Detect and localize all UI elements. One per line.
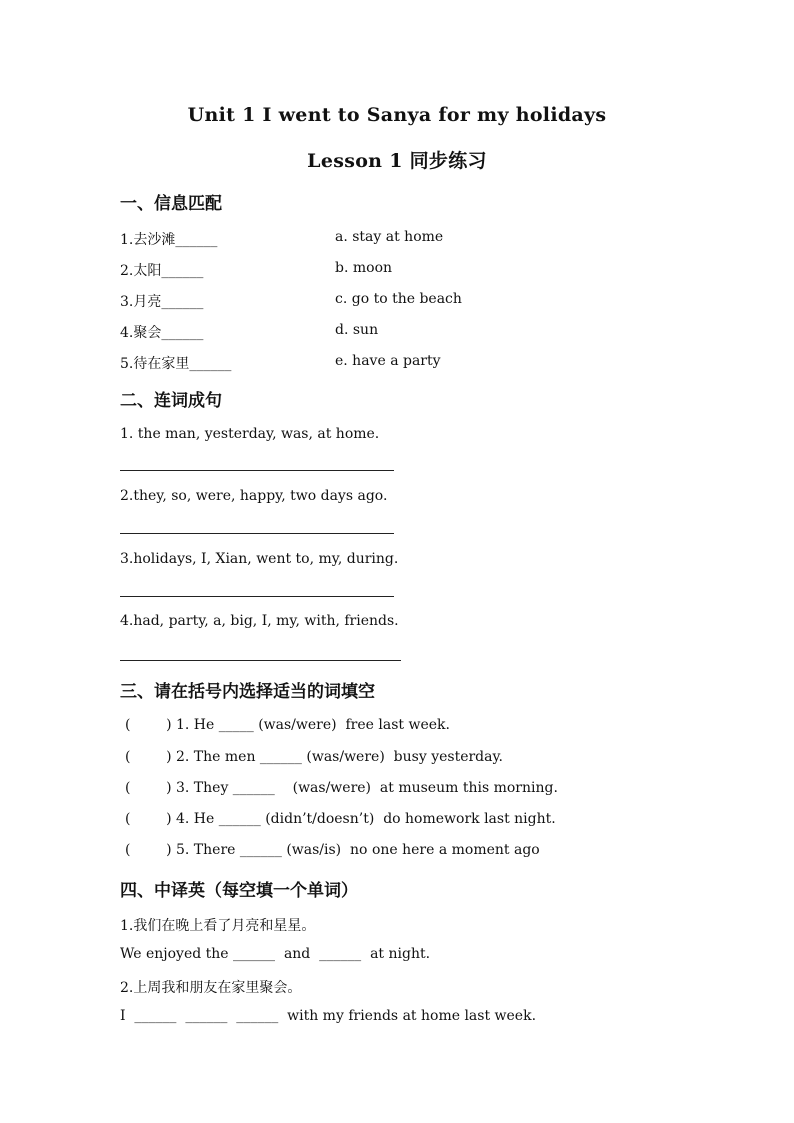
fill-question-3: 3. They ______ (was/were) at museum this morning. xyxy=(176,780,558,796)
match-item-3: 3.月亮______ xyxy=(120,294,204,310)
answer-line-3[interactable] xyxy=(120,596,394,597)
worksheet-subtitle: Lesson 1 同步练习 xyxy=(307,150,487,172)
answer-blank-4[interactable]: ( ) xyxy=(125,811,172,827)
sentence-prompt-2: 2.they, so, were, happy, two days ago. xyxy=(120,488,388,504)
translation-chinese-2: 2.上周我和朋友在家里聚会。 xyxy=(120,980,302,996)
translation-english-1: We enjoyed the ______ and ______ at night. xyxy=(120,946,431,962)
match-item-1: 1.去沙滩______ xyxy=(120,232,218,248)
answer-line-2[interactable] xyxy=(120,533,394,534)
worksheet-title: Unit 1 I went to Sanya for my holidays xyxy=(187,104,607,126)
section-4-heading: 四、中译英（每空填一个单词） xyxy=(120,881,358,901)
section-2-heading: 二、连词成句 xyxy=(120,391,222,411)
match-option-e: e. have a party xyxy=(335,353,441,369)
answer-line-4[interactable] xyxy=(120,660,401,661)
fill-question-2: 2. The men ______ (was/were) busy yesterday. xyxy=(176,749,503,765)
sentence-prompt-1: 1. the man, yesterday, was, at home. xyxy=(120,426,380,442)
match-option-c: c. go to the beach xyxy=(335,291,462,307)
match-option-a: a. stay at home xyxy=(335,229,444,245)
match-item-4: 4.聚会______ xyxy=(120,325,204,341)
sentence-prompt-4: 4.had, party, a, big, I, my, with, friends. xyxy=(120,613,399,629)
match-item-2: 2.太阳______ xyxy=(120,263,204,279)
answer-blank-2[interactable]: ( ) xyxy=(125,749,172,765)
section-3-heading: 三、请在括号内选择适当的词填空 xyxy=(120,682,375,702)
match-option-b: b. moon xyxy=(335,260,393,276)
answer-blank-1[interactable]: ( ) xyxy=(125,717,172,733)
fill-question-1: 1. He _____ (was/were) free last week. xyxy=(176,717,450,733)
section-1-heading: 一、信息匹配 xyxy=(120,194,222,214)
sentence-prompt-3: 3.holidays, I, Xian, went to, my, during. xyxy=(120,551,399,567)
match-option-d: d. sun xyxy=(335,322,379,338)
match-item-5: 5.待在家里______ xyxy=(120,356,232,372)
fill-question-4: 4. He ______ (didn’t/doesn’t) do homework last night. xyxy=(176,811,556,827)
fill-question-5: 5. There ______ (was/is) no one here a moment ago xyxy=(176,842,540,858)
answer-line-1[interactable] xyxy=(120,470,394,471)
translation-english-2: I ______ ______ ______ with my friends at home last week. xyxy=(120,1008,537,1024)
translation-chinese-1: 1.我们在晚上看了月亮和星星。 xyxy=(120,918,316,934)
answer-blank-5[interactable]: ( ) xyxy=(125,842,172,858)
answer-blank-3[interactable]: ( ) xyxy=(125,780,172,796)
